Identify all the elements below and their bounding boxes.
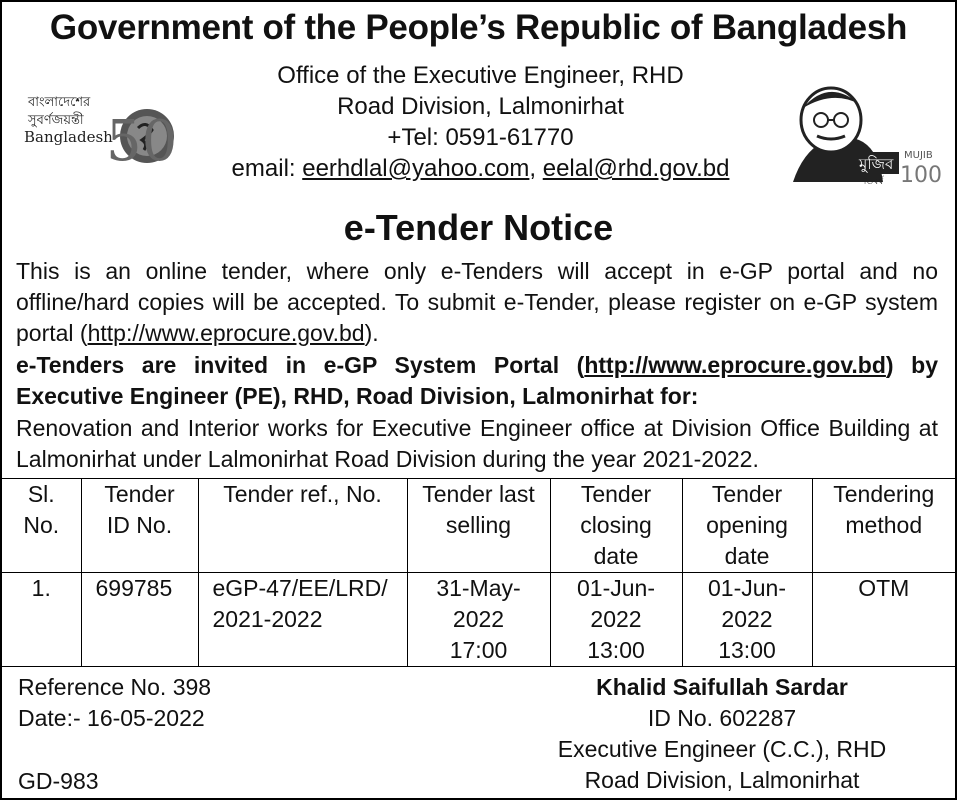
cell-last-selling: 31-May- 2022 17:00 [407, 573, 550, 667]
signatory-id: ID No. 602287 [647, 705, 797, 731]
col-header-method: Tendering method [812, 479, 955, 573]
cell-opening-date: 01-Jun- 2022 13:00 [682, 573, 812, 667]
mujib-bengali: মুজিব [859, 155, 894, 173]
mujib-number: 100 [900, 163, 942, 188]
col-header-last-selling: Tender last selling [407, 479, 550, 573]
signatory-name: Khalid Saifullah Sardar [596, 674, 848, 700]
intro-url-link[interactable]: http://www.eprocure.gov.bd [87, 320, 365, 346]
logo-text-3: Bangladesh [24, 128, 113, 146]
col-header-tender-id: Tender ID No. [81, 479, 198, 573]
office-line-2: Road Division, Lalmonirhat [337, 93, 624, 120]
invite-end: ) by Executive Engineer (PE), RHD, Road Division, Lalmonirhat for: [16, 352, 938, 409]
notice-date: Date:- 16-05-2022 [18, 705, 205, 731]
reference-number: Reference No. 398 [18, 674, 212, 700]
cell-sl: 1. [2, 573, 81, 667]
logo-number: 50 [106, 109, 178, 174]
email-separator: , [529, 155, 543, 182]
logo-text-2: সুবর্ণজয়ন্তী [28, 113, 84, 128]
col-header-sl: Sl. No. [2, 479, 81, 573]
invite-text: e-Tenders are invited in e-GP System Portal ( [16, 352, 585, 378]
mujib-100-logo [787, 82, 942, 188]
work-description: Renovation and Interior works for Executive Engineer office at Division Office Building at Lalmonirhat under Lalmonirhat Road Division during the year 2021-2022. [16, 415, 938, 472]
cell-method: OTM [812, 573, 955, 667]
email-label: email: [231, 155, 303, 182]
intro-end: ). [364, 320, 379, 346]
tender-table [2, 478, 955, 667]
email-line [202, 153, 759, 184]
invite-url-link[interactable]: http://www.eprocure.gov.bd [584, 352, 886, 378]
col-header-tender-ref: Tender ref., No. [198, 479, 407, 573]
col-header-opening-date: Tender opening date [682, 479, 812, 573]
signature-block [532, 672, 912, 796]
cell-tender-id: 699785 [81, 573, 198, 667]
cell-closing-date: 01-Jun- 2022 13:00 [550, 573, 682, 667]
table-row [2, 573, 955, 667]
email-link-2[interactable]: eelal@rhd.gov.bd [542, 155, 730, 182]
col-header-closing-date: Tender closing date [550, 479, 682, 573]
cell-tender-ref: eGP-47/EE/LRD/ 2021-2022 [198, 573, 407, 667]
office-line-3: +Tel: 0591-61770 [387, 124, 574, 151]
intro-paragraph [16, 256, 938, 349]
email-link-1[interactable]: eerhdlal@yahoo.com [302, 155, 530, 182]
mujib-label: MUJIB [904, 150, 933, 161]
intro-text: This is an online tender, where only e-Tenders will accept in e-GP portal and no offline/hard copies will be accepted. To submit e-Tender, please register on e-GP system portal ( [16, 258, 938, 346]
logo-text-1: বাংলাদেশের [28, 95, 91, 110]
table-header-row [2, 479, 955, 573]
gd-number: GD-983 [18, 768, 99, 794]
page-title: Government of the People’s Republic of Bangladesh [49, 8, 908, 47]
office-line-1: Office of the Executive Engineer, RHD [277, 62, 684, 89]
footer-reference [18, 672, 211, 797]
mujib-bengali-sub: শতবর্ষ [861, 177, 884, 187]
signatory-office: Road Division, Lalmonirhat [584, 767, 860, 793]
bangladesh-50-logo [20, 84, 185, 174]
signatory-title: Executive Engineer (C.C.), RHD [557, 736, 887, 762]
office-info [202, 60, 759, 184]
invite-paragraph [16, 350, 938, 412]
notice-heading: e-Tender Notice [343, 207, 614, 248]
